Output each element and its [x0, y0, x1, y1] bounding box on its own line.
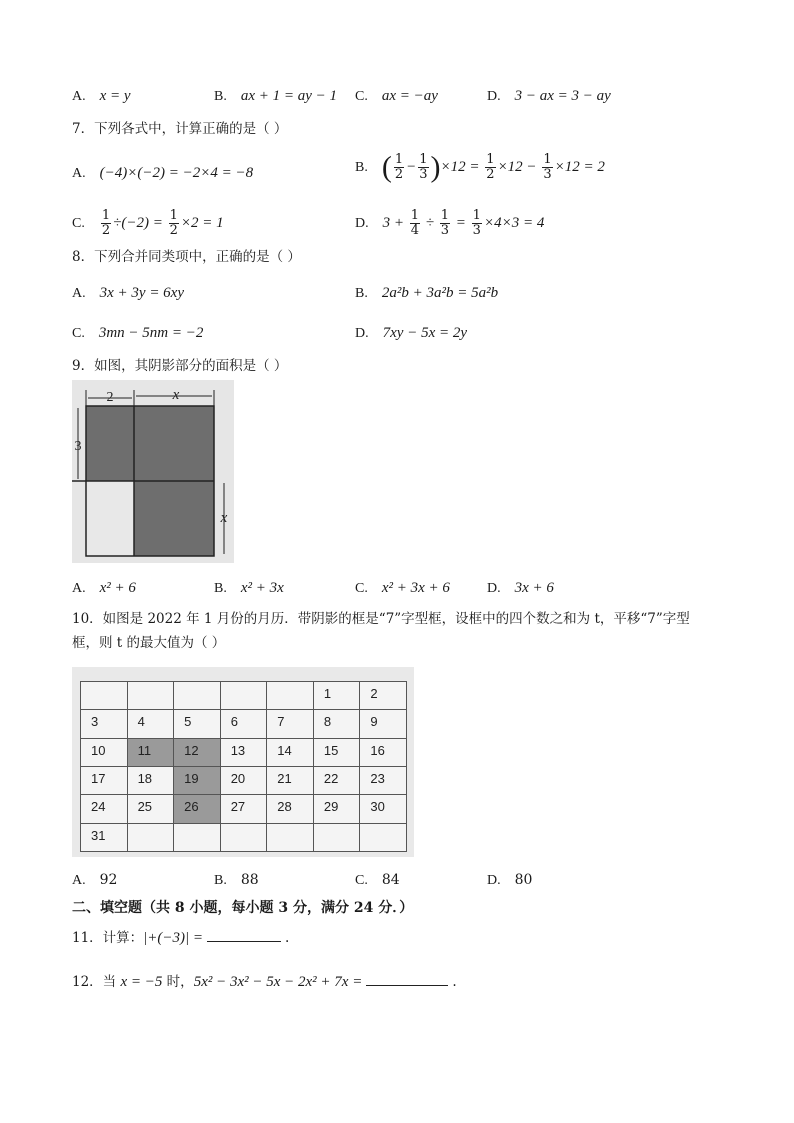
calendar-cell-31: 31	[80, 823, 128, 852]
q10-stem-line1: 10．如图是 2022 年 1 月份的月历．带阴影的框是“7”字型框，设框中的四个数之和为 t，平移“7”字型	[72, 611, 690, 627]
label-h1: 3	[74, 439, 82, 454]
calendar-cell-10: 10	[80, 738, 128, 767]
calendar-cell-empty	[127, 823, 175, 852]
calendar-cell-6: 6	[220, 709, 268, 738]
q11: 11．计算：|+(−3)| = .	[72, 930, 290, 946]
calendar-cell-12: 12	[173, 738, 221, 767]
q9-option-b: B. x² + 3x	[214, 580, 284, 596]
calendar-cell-30: 30	[359, 794, 407, 823]
q8-option-c: C. 3mn − 5nm = −2	[72, 325, 204, 341]
q7-option-a: A. (−4)×(−2) = −2×4 = −8	[72, 165, 254, 181]
q7-stem: 7．下列各式中，计算正确的是（ ）	[72, 121, 288, 137]
q11-answer-blank[interactable]	[207, 929, 281, 942]
calendar-cell-empty	[220, 823, 268, 852]
q9-option-a: A. x² + 6	[72, 580, 136, 596]
q7-option-d: D. 3 + $\frac{1}{4}$ ÷ $\frac{1}{3}$ = $\frac{1}{3}$ ×4×3 = 4	[355, 208, 545, 238]
q10-option-b: B. 88	[214, 872, 259, 888]
calendar-cell-7: 7	[266, 709, 314, 738]
calendar-cell-15: 15	[313, 738, 361, 767]
calendar-cell-19: 19	[173, 766, 221, 795]
calendar-cell-23: 23	[359, 766, 407, 795]
label-h2: x	[220, 510, 228, 526]
calendar-cell-3: 3	[80, 709, 128, 738]
calendar-cell-27: 27	[220, 794, 268, 823]
shade-bottom-right	[134, 481, 214, 556]
calendar-cell-1: 1	[313, 681, 361, 710]
calendar-grid	[80, 681, 406, 851]
q9-stem: 9．如图，其阴影部分的面积是（ ）	[72, 358, 288, 374]
calendar-cell-4: 4	[127, 709, 175, 738]
q9-figure-svg	[72, 380, 234, 563]
q10-stem-line2: 框，则 t 的最大值为（ ）	[72, 635, 226, 651]
calendar-cell-empty	[173, 681, 221, 710]
label-w2: x	[172, 387, 180, 403]
calendar-cell-8: 8	[313, 709, 361, 738]
calendar-cell-16: 16	[359, 738, 407, 767]
q10-option-d: D. 80	[487, 872, 533, 888]
section2-title: 二、填空题（共 8 小题，每小题 3 分，满分 24 分．）	[72, 900, 414, 916]
calendar-cell-20: 20	[220, 766, 268, 795]
q6-option-b: B. ax + 1 = ay − 1	[214, 88, 338, 104]
q7-option-c: C. $\frac{1}{2}$ ÷(−2) = $\frac{1}{2}$ ×2 = 1	[72, 208, 224, 238]
calendar-cell-5: 5	[173, 709, 221, 738]
q12: 12．当 x = −5 时，5x² − 3x² − 5x − 2x² + 7x = .	[72, 974, 457, 990]
calendar-cell-14: 14	[266, 738, 314, 767]
q10-option-a: A. 92	[72, 872, 118, 888]
q10-option-c: C. 84	[355, 872, 400, 888]
shade-top	[86, 406, 214, 481]
blank-bottom-left	[86, 481, 134, 556]
calendar-cell-25: 25	[127, 794, 175, 823]
calendar-cell-empty	[359, 823, 407, 852]
calendar-cell-2: 2	[359, 681, 407, 710]
calendar-cell-29: 29	[313, 794, 361, 823]
q8-stem: 8．下列合并同类项中，正确的是（ ）	[72, 249, 301, 265]
q6-option-c: C. ax = −ay	[355, 88, 438, 104]
q9-option-c: C. x² + 3x + 6	[355, 580, 450, 596]
calendar-cell-empty	[266, 681, 314, 710]
calendar-cell-13: 13	[220, 738, 268, 767]
q6-option-d: D. 3 − ax = 3 − ay	[487, 88, 611, 104]
calendar-cell-empty	[127, 681, 175, 710]
calendar-cell-28: 28	[266, 794, 314, 823]
calendar-cell-21: 21	[266, 766, 314, 795]
q7-option-b: B. ( $\frac{1}{2}$ − $\frac{1}{3}$ )×12 = $\frac{1}{2}$ ×12 − $\frac{1}{3}$ ×12 = 2	[355, 150, 605, 184]
q6-option-a: A. x = y	[72, 88, 131, 104]
calendar-cell-22: 22	[313, 766, 361, 795]
calendar-cell-empty	[313, 823, 361, 852]
calendar-cell-9: 9	[359, 709, 407, 738]
calendar-cell-empty	[220, 681, 268, 710]
q9-option-d: D. 3x + 6	[487, 580, 554, 596]
calendar-cell-17: 17	[80, 766, 128, 795]
label-w1: 2	[106, 390, 114, 405]
q12-answer-blank[interactable]	[366, 973, 448, 986]
q8-option-d: D. 7xy − 5x = 2y	[355, 325, 467, 341]
calendar-cell-18: 18	[127, 766, 175, 795]
calendar-cell-empty	[173, 823, 221, 852]
q9-figure	[72, 380, 234, 563]
calendar-cell-empty	[266, 823, 314, 852]
calendar-cell-empty	[80, 681, 128, 710]
q10-calendar-figure	[72, 667, 414, 857]
q8-option-b: B. 2a²b + 3a²b = 5a²b	[355, 285, 499, 301]
calendar-cell-11: 11	[127, 738, 175, 767]
calendar-cell-26: 26	[173, 794, 221, 823]
q8-option-a: A. 3x + 3y = 6xy	[72, 285, 184, 301]
calendar-cell-24: 24	[80, 794, 128, 823]
